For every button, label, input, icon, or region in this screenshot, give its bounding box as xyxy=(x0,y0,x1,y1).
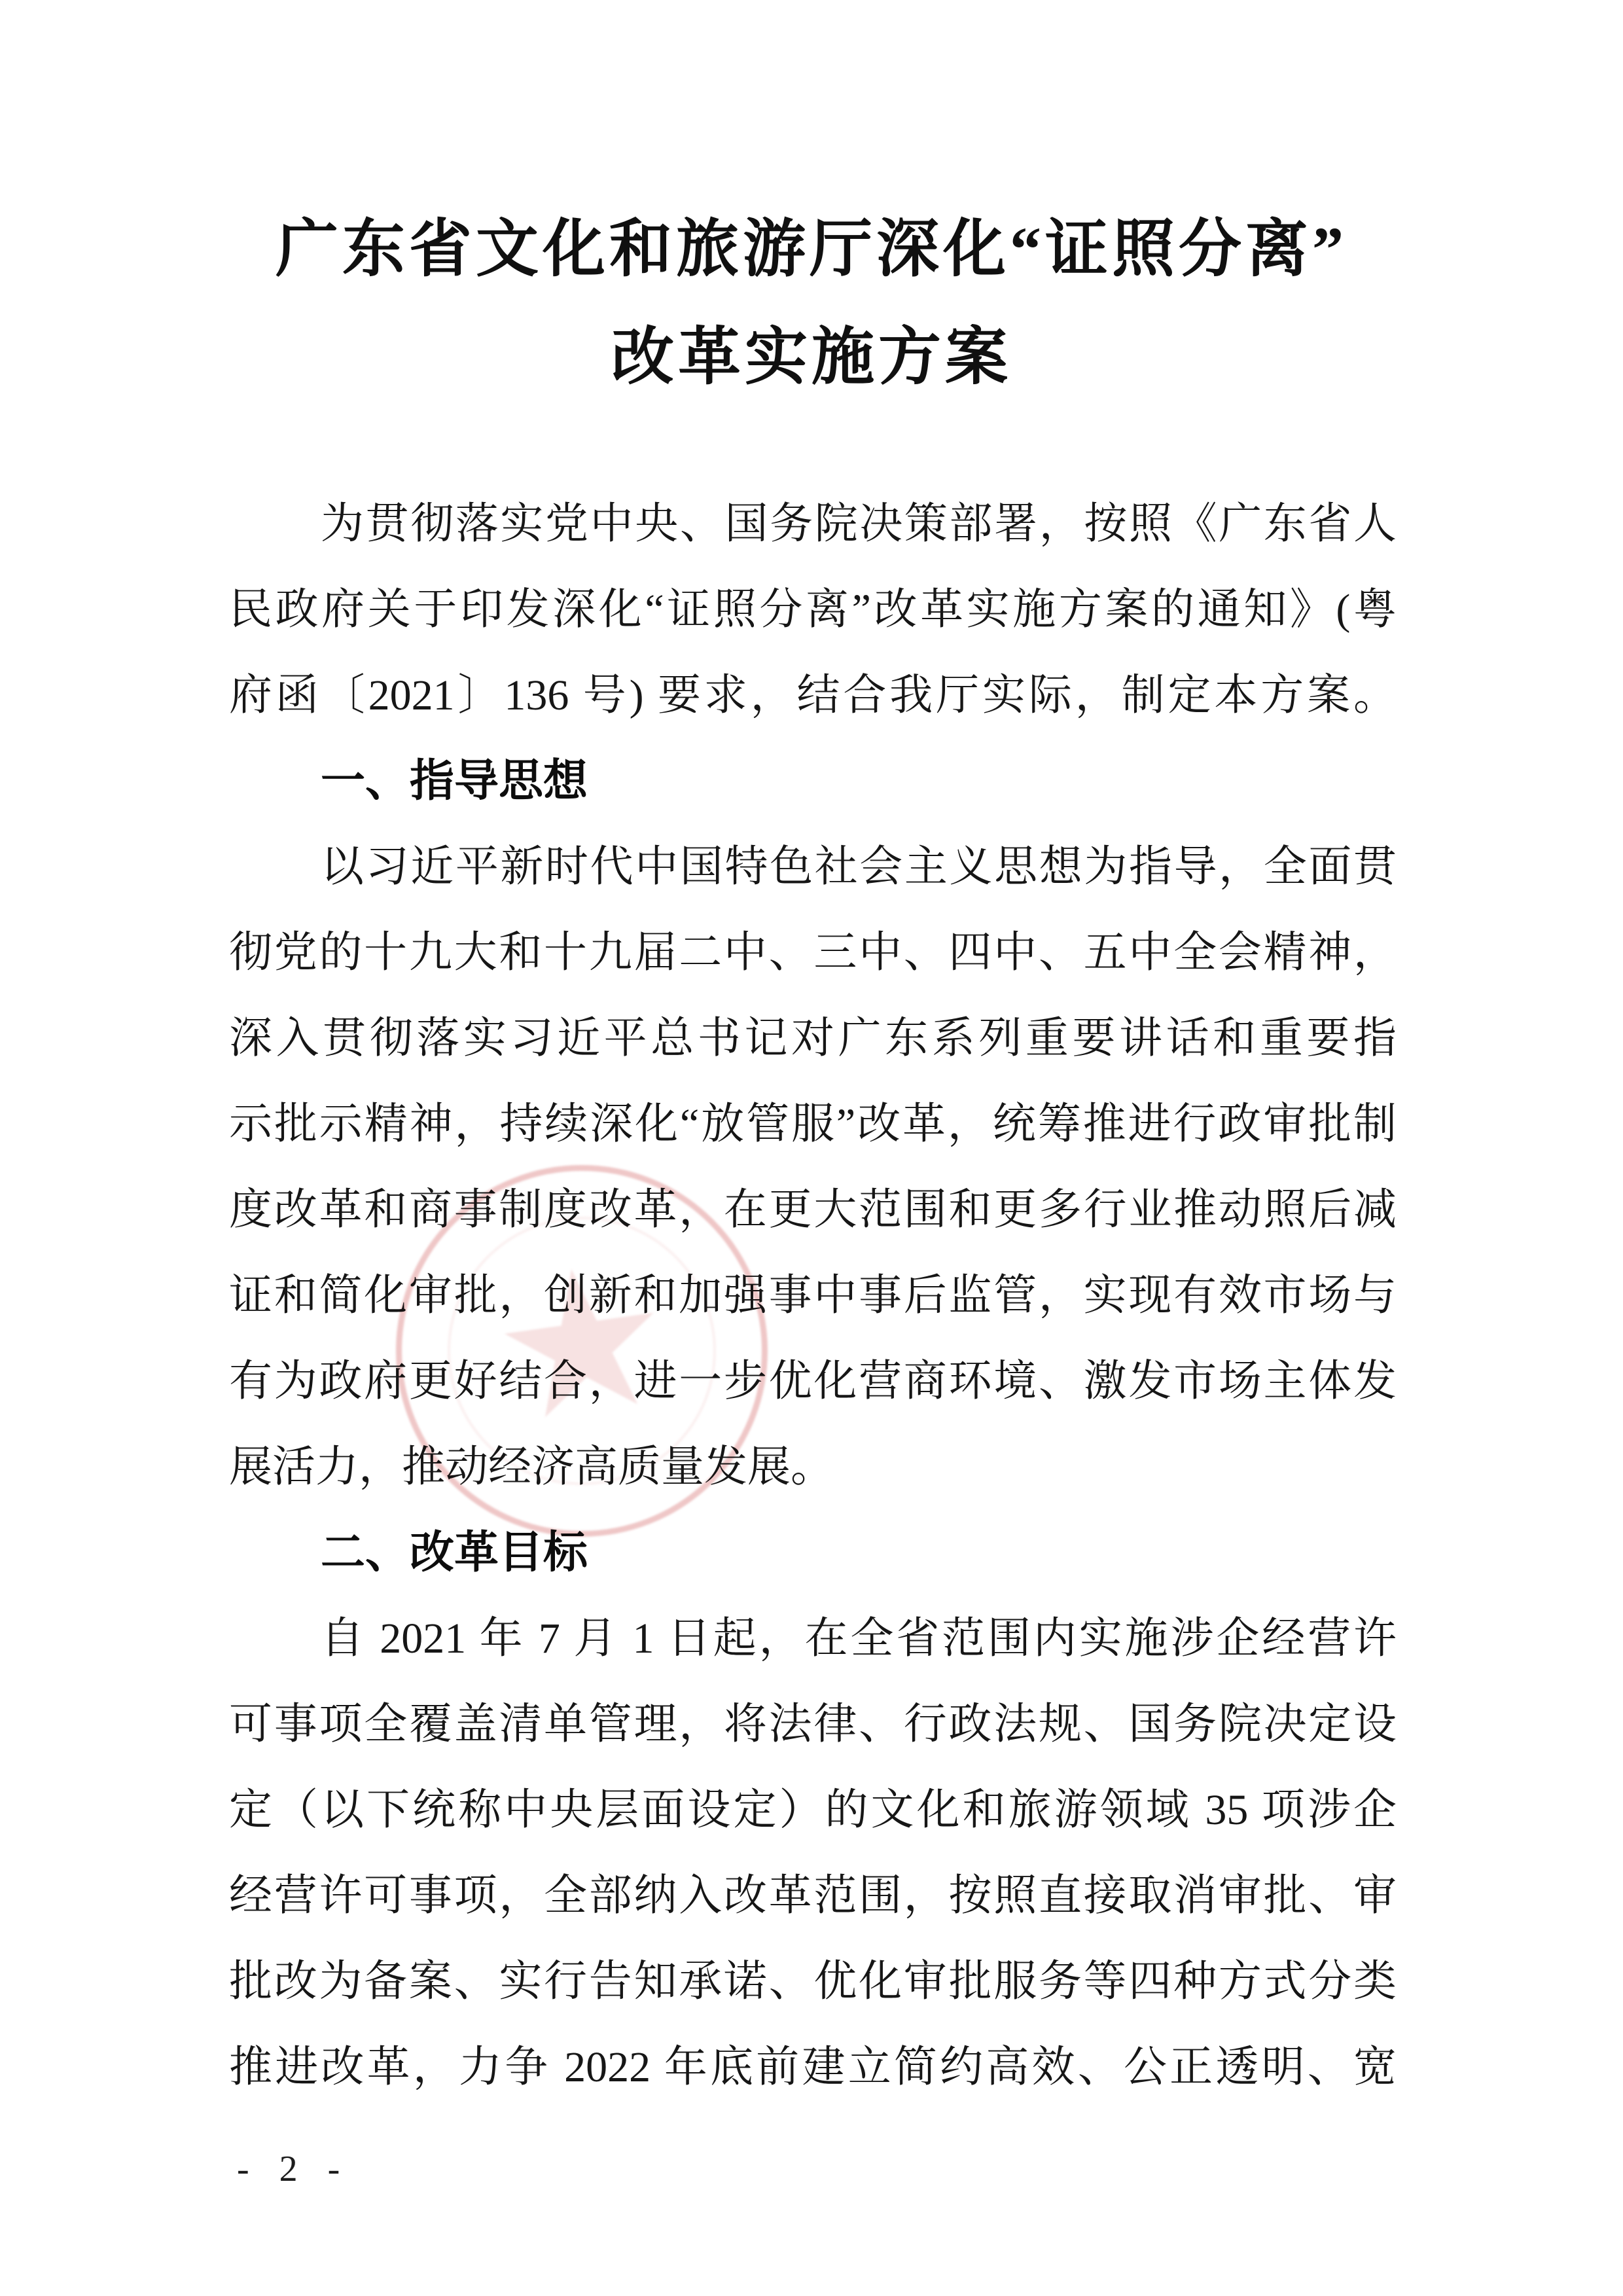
body-line: 彻党的十九大和十九届二中、三中、四中、五中全会精神， xyxy=(229,929,1397,977)
body-line: 批改为备案、实行告知承诺、优化审批服务等四种方式分类 xyxy=(229,1958,1397,2005)
document-title-line-1: 广东省文化和旅游厅深化“证照分离” xyxy=(276,214,1347,284)
section-heading-2: 二、改革目标 xyxy=(321,1528,588,1577)
body-line: 为贯彻落实党中央、国务院决策部署，按照《广东省人 xyxy=(321,500,1397,548)
body-line: 度改革和商事制度改革，在更大范围和更多行业推动照后减 xyxy=(229,1186,1397,1234)
body-line: 可事项全覆盖清单管理，将法律、行政法规、国务院决定设 xyxy=(229,1700,1397,1748)
body-line: 自 2021 年 7 月 1 日起，在全省范围内实施涉企经营许 xyxy=(321,1615,1397,1662)
section-heading-1: 一、指导思想 xyxy=(321,756,588,806)
body-line: 民政府关于印发深化“证照分离”改革实施方案的通知》(粤 xyxy=(229,586,1397,634)
body-line: 定（以下统称中央层面设定）的文化和旅游领域 35 项涉企 xyxy=(229,1786,1397,1834)
body-line: 有为政府更好结合，进一步优化营商环境、激发市场主体发 xyxy=(229,1357,1397,1405)
page-number: - 2 - xyxy=(237,2149,351,2189)
document-body xyxy=(229,481,1397,2110)
body-line: 深入贯彻落实习近平总书记对广东系列重要讲话和重要指 xyxy=(229,1014,1397,1062)
body-line: 推进改革，力争 2022 年底前建立简约高效、公正透明、宽 xyxy=(229,2043,1397,2091)
document-title-line-2: 改革实施方案 xyxy=(611,322,1012,392)
body-line: 展活力，推动经济高质量发展。 xyxy=(229,1443,834,1491)
body-line: 以习近平新时代中国特色社会主义思想为指导，全面贯 xyxy=(321,843,1397,891)
body-line: 经营许可事项，全部纳入改革范围，按照直接取消审批、审 xyxy=(229,1872,1397,1920)
star-icon: ★ xyxy=(478,1217,685,1469)
document-title xyxy=(0,195,1623,411)
body-line: 府函〔2021〕136 号) 要求，结合我厅实际，制定本方案。 xyxy=(229,672,1397,719)
body-line: 证和简化审批，创新和加强事中事后监管，实现有效市场与 xyxy=(229,1272,1397,1319)
body-line: 示批示精神，持续深化“放管服”改革，统筹推进行政审批制 xyxy=(229,1100,1397,1148)
